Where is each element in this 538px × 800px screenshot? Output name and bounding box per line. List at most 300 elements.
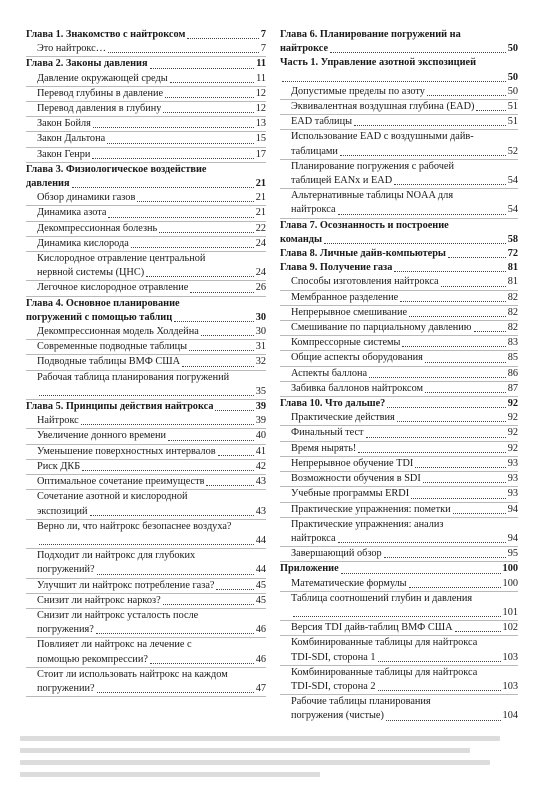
toc-chapter-entry [280,261,518,275]
toc-section-entry [280,382,518,397]
toc-page-number: 87 [507,382,518,394]
dot-leader [394,271,505,272]
toc-entry-title-line: команды [280,233,323,245]
toc-page-number: 30 [255,326,266,338]
toc-entry-title: Глава 10. Что дальше? [280,398,386,410]
toc-entry-row [26,505,266,519]
toc-entry-title: Смешивание по парциальному давлению [291,322,472,334]
dot-leader [206,485,253,486]
toc-section-entry [280,592,518,621]
toc-entry-title-line: Глава 3. Физиологическое воздействие [26,163,207,175]
toc-page-number: 22 [255,222,266,234]
toc-entry-title: Мембранное разделение [291,291,399,303]
toc-page-number: 103 [502,651,518,663]
toc-section-entry [26,609,266,638]
toc-entry-title: Возможности обучения в SDI [291,473,421,485]
toc-page-number: 95 [507,548,518,560]
toc-entry-row [280,275,518,289]
dot-leader [170,82,254,83]
toc-page-number: 7 [260,43,266,55]
toc-entry-row [280,42,518,56]
dot-leader [82,470,254,471]
dot-leader [402,346,505,347]
toc-entry-title-line: погружения (чистые) [291,710,384,722]
toc-entry-title-line: найтрокса [291,204,336,216]
toc-entry-title-line: Стоит ли использовать найтрокс на каждом [37,668,228,680]
toc-page-number: 83 [507,337,518,349]
toc-entry-row [26,148,266,162]
toc-entry-title-line: Глава 7. Осознанность и построение [280,219,449,231]
toc-page-number: 41 [255,445,266,457]
toc-entry-title-line: Планирование погружения с рабочей [291,160,454,172]
toc-page-number: 31 [255,341,266,353]
toc-entry-row [26,132,266,146]
toc-page-number: 52 [507,145,518,157]
toc-page-number: 103 [502,680,518,692]
toc-entry-title: Перевод глубины в давление [37,87,164,99]
toc-section-entry [280,472,518,487]
toc-page-number: 50 [507,43,518,55]
toc-entry-row [280,115,518,129]
toc-entry-title: Легочное кислородное отравление [37,282,189,294]
toc-entry-title: Глава 2. Законы давления [26,58,148,70]
dot-leader [282,81,506,82]
dot-leader [358,452,505,453]
toc-entry-row [280,351,518,365]
toc-page-number: 17 [255,148,266,160]
dot-leader [354,125,506,126]
toc-section-entry [26,371,266,400]
toc-entry-title: Снизит ли найтрокс наркоз? [37,594,161,606]
toc-entry-row [26,414,266,428]
toc-entry-title-line: помощью рекомпрессии? [37,653,148,665]
toc-section-entry [26,222,266,237]
toc-page-number: 42 [255,460,266,472]
toc-entry-title: Глава 5. Принципы действия найтрокса [26,401,214,413]
toc-section-entry [26,668,266,697]
toc-page-number: 50 [507,85,518,97]
toc-page-number: 43 [255,505,266,517]
toc-entry-row [26,191,266,205]
dot-leader [81,424,254,425]
toc-entry-title: Глава 1. Знакомство с найтроксом [26,29,186,40]
toc-entry-title-line: Глава 6. Планирование погружений на [280,29,461,40]
dot-leader [97,692,254,693]
dot-leader [218,455,254,456]
toc-page-number: 32 [255,356,266,368]
toc-page-number: 24 [255,237,266,249]
toc-section-entry [26,281,266,296]
toc-entry-title-line: таблицей EANx и EAD [291,175,393,187]
toc-entry-row [280,562,518,576]
toc-page-number: 35 [255,385,266,397]
toc-page-number: 45 [255,594,266,606]
toc-page-number: 46 [255,653,266,665]
toc-entry-row [26,563,266,577]
toc-entry-row [280,367,518,381]
toc-page-number: 85 [507,352,518,364]
dot-leader [163,112,253,113]
dot-leader [441,286,506,287]
toc-section-entry [26,520,266,549]
toc-entry-row [280,503,518,517]
toc-section-entry [280,130,518,159]
toc-entry-title-line: погружении? [37,682,95,694]
toc-section-entry [26,549,266,578]
dot-leader [174,321,254,322]
toc-section-entry [26,475,266,490]
toc-entry-row [26,28,266,42]
toc-chapter-entry [280,247,518,261]
toc-chapter-entry [280,397,518,411]
toc-page-number: 11 [256,72,266,84]
toc-section-entry [280,442,518,457]
toc-chapter-entry [26,28,266,42]
toc-entry-row [280,71,518,85]
toc-entry-title-line: Кислородное отравление центральной [37,253,206,265]
dot-leader [165,97,254,98]
toc-entry-title: Допустимые пределы по азоту [291,85,425,97]
dot-leader [340,155,506,156]
toc-entry-title-line: Рабочие таблицы планирования [291,696,431,708]
toc-page-number: 7 [260,29,266,40]
dot-leader [425,392,506,393]
dot-leader [324,243,506,244]
toc-entry-title: Декомпрессионная модель Холдейна [37,326,199,338]
toc-entry-title-line: Комбинированные таблицы для найтрокса [291,666,478,678]
dot-leader [409,587,501,588]
toc-section-entry [280,367,518,382]
toc-entry-title: Непрерывное смешивание [291,306,408,318]
dot-leader [427,95,506,96]
toc-entry-title-line: Верно ли, что найтрокс безопаснее воздуха? [37,520,232,532]
dot-leader [187,38,258,39]
toc-entry-title: Непрерывное обучение TDI [291,457,414,469]
toc-section-entry [26,490,266,519]
dot-leader [415,467,505,468]
toc-section-entry [280,547,518,562]
toc-entry-title-line: погружения? [37,624,94,636]
toc-page-number: 86 [507,367,518,379]
toc-entry-row [26,355,266,369]
toc-entry-row [280,577,518,591]
toc-section-entry [26,594,266,609]
toc-entry-row [280,85,518,99]
toc-entry-row [26,400,266,414]
toc-page-number: 40 [255,430,266,442]
toc-entry-title-line: Сочетание азотной и кислородной [37,491,188,503]
toc-entry-title: Глава 9. Получение газа [280,262,393,274]
toc-section-entry [26,72,266,87]
toc-entry-row [280,291,518,305]
toc-entry-title: Аспекты баллона [291,367,368,379]
dot-leader [146,276,254,277]
toc-section-entry [26,132,266,147]
toc-entry-row [26,385,266,399]
toc-page-number: 21 [255,207,266,219]
toc-entry-row [26,460,266,474]
toc-page-number: 72 [507,248,518,260]
toc-entry-title: Закон Дальтона [37,133,106,145]
toc-page-number: 93 [507,457,518,469]
toc-section-entry [280,336,518,351]
toc-page-number: 58 [507,233,518,245]
toc-entry-title: Учебные программы ERDI [291,488,410,500]
toc-section-entry [26,325,266,340]
toc-entry-title: Часть 1. Управление азотной экспозицией [280,57,477,69]
dot-leader [182,366,254,367]
toc-chapter-entry [26,57,266,71]
toc-chapter-entry [280,562,518,576]
dot-leader [474,331,506,332]
toc-section-entry [280,351,518,366]
toc-page-number: 102 [502,622,518,634]
toc-page-number: 50 [507,71,518,83]
dot-leader [455,631,501,632]
toc-section-entry [26,429,266,444]
toc-entry-title-line: найтроксе [280,43,329,55]
dot-leader [108,217,253,218]
toc-entry-title: Завершающий обзор [291,548,382,560]
toc-entry-title: Эквивалентная воздушная глубина (EAD) [291,101,475,113]
toc-page-number: 101 [502,606,518,618]
dot-leader [378,690,501,691]
toc-section-entry [280,487,518,502]
toc-entry-row [26,340,266,354]
toc-page-number: 93 [507,473,518,485]
toc-entry-row [26,117,266,131]
toc-entry-row [26,222,266,236]
toc-entry-title: Увеличение донного времени [37,430,166,442]
toc-entry-title: EAD таблицы [291,116,352,128]
toc-chapter-entry [280,56,518,70]
toc-page-number: 92 [507,412,518,424]
toc-section-entry [280,636,518,665]
toc-entry-title: Динамика кислорода [37,237,129,249]
toc-entry-title: Динамика азота [37,207,107,219]
toc-section-entry [26,191,266,206]
toc-entry-title: Найтрокс [37,415,79,427]
toc-entry-row [280,442,518,456]
dot-leader [330,52,506,53]
toc-entry-title: Уменьшение поверхностных интервалов [37,445,216,457]
toc-entry-row [26,623,266,637]
toc-entry-title-line: Использование EAD с воздушными дайв- [291,131,474,143]
toc-page-number: 51 [507,116,518,128]
toc-page-number: 100 [502,577,518,589]
toc-section-entry [280,115,518,130]
toc-entry-row [280,233,518,247]
toc-page-number: 47 [255,682,266,694]
toc-page-number: 92 [507,427,518,439]
dot-leader [341,573,501,574]
toc-entry-title: Версия TDI дайв-таблиц ВМФ США [291,622,453,634]
toc-page-number: 45 [255,579,266,591]
toc-entry-title-line: погружений с помощью таблиц [26,311,173,323]
toc-chapter-entry [26,400,266,414]
toc-entry-title: Закон Бойля [37,118,91,130]
dot-leader [72,187,254,188]
toc-chapter-entry [26,297,266,325]
toc-entry-title: Практические действия [291,412,395,424]
toc-entry-title-line: нервной системы (ЦНС) [37,267,145,279]
toc-section-entry [280,160,518,189]
dot-leader [366,437,506,438]
toc-entry-title-line: экспозиций [37,505,88,517]
dot-leader [39,395,254,396]
toc-page-number: 39 [255,415,266,427]
toc-entry-title: Способы изготовления найтрокса [291,276,439,288]
toc-entry-title-line: Рабочая таблица планирования погружений [37,371,230,383]
toc-section-entry [280,306,518,321]
toc-entry-row [280,321,518,335]
toc-entry-row [26,281,266,295]
toc-section-entry [26,87,266,102]
toc-entry-row [280,174,518,188]
dot-leader [425,362,506,363]
toc-section-entry [280,411,518,426]
toc-section-entry [26,102,266,117]
toc-entry-row [26,325,266,339]
toc-entry-title-line: найтрокса [291,532,336,544]
toc-entry-row [26,42,266,56]
toc-entry-title: Компрессорные системы [291,337,401,349]
dot-leader [386,720,501,721]
dot-leader [189,350,254,351]
toc-entry-row [26,311,266,325]
toc-entry-row [280,680,518,694]
toc-left-column [26,28,266,697]
dot-leader [168,440,254,441]
toc-entry-row [280,100,518,114]
toc-page-number: 92 [507,398,518,410]
toc-section-entry [26,42,266,57]
toc-entry-title: Обзор динамики газов [37,192,136,204]
footer-faded-text [20,736,520,784]
toc-entry-row [26,177,266,191]
toc-entry-row [26,594,266,608]
toc-entry-row [280,247,518,261]
toc-entry-row [280,426,518,440]
toc-entry-title-line: TDI-SDI, сторона 2 [291,680,376,692]
toc-page-number: 54 [507,175,518,187]
dot-leader [387,407,505,408]
toc-entry-title: Декомпрессионная болезнь [37,222,158,234]
toc-entry-title: Глава 8. Личные дайв-компьютеры [280,248,446,260]
toc-chapter-entry [280,219,518,247]
toc-entry-title: Улучшит ли найтрокс потребление газа? [37,579,215,591]
toc-page-number: 92 [507,442,518,454]
dot-leader [97,574,254,575]
toc-entry-row [26,57,266,71]
toc-entry-title: Время нырять! [291,442,357,454]
toc-entry-title: Риск ДКБ [37,460,81,472]
toc-section-entry [26,117,266,132]
toc-section-entry [26,579,266,594]
toc-entry-row [26,653,266,667]
dot-leader [137,201,253,202]
toc-page-number: 24 [255,267,266,279]
toc-page-number: 94 [507,532,518,544]
toc-section-entry [26,414,266,429]
toc-page-number: 54 [507,204,518,216]
toc-entry-row [26,445,266,459]
toc-section-entry [26,445,266,460]
toc-entry-row [280,306,518,320]
toc-page-number: 93 [507,488,518,500]
toc-page-number: 13 [255,118,266,130]
dot-leader [92,158,253,159]
toc-page-number: 21 [255,192,266,204]
toc-entry-row [280,397,518,411]
toc-entry-row [280,487,518,501]
dot-leader [397,421,506,422]
toc-entry-title: Общие аспекты оборудования [291,352,423,364]
toc-page-number: 11 [256,58,266,70]
toc-entry-row [280,532,518,546]
toc-page-number: 82 [507,322,518,334]
toc-entry-row [26,579,266,593]
toc-page-number: 12 [255,87,266,99]
toc-page-number: 82 [507,306,518,318]
toc-entry-row [26,534,266,548]
dot-leader [338,214,506,215]
toc-entry-title: Это найтрокс… [37,43,107,55]
toc-entry-title: Оптимальное сочетание преимуществ [37,476,205,488]
toc-entry-title-line: Снизит ли найтрокс усталость после [37,609,199,621]
toc-entry-title-line: погружений? [37,564,95,576]
toc-page-number: 104 [502,710,518,722]
toc-entry-title: Перевод давления в глубину [37,103,162,115]
toc-section-entry [280,100,518,115]
toc-entry-title: Практические упражнения: пометки [291,503,451,515]
toc-section-entry [26,206,266,221]
toc-section-entry [280,457,518,472]
toc-section-entry [26,340,266,355]
dot-leader [190,292,253,293]
toc-section-entry [280,189,518,218]
toc-entry-title-line: Повлияет ли найтрокс на лечение с [37,639,192,651]
toc-entry-title: Математические формулы [291,577,407,589]
toc-section-entry [280,518,518,547]
toc-entry-row [26,102,266,116]
toc-section-entry [280,621,518,636]
toc-page-number: 43 [255,476,266,488]
toc-right-column [280,28,518,725]
toc-entry-row [26,682,266,696]
toc-section-entry [26,460,266,475]
dot-leader [378,661,501,662]
dot-leader [453,513,506,514]
toc-section-entry [280,275,518,290]
dot-leader [409,316,506,317]
toc-entry-row [280,336,518,350]
toc-entry-row [26,475,266,489]
dot-leader [338,542,506,543]
dot-leader [448,257,506,258]
toc-page-number: 21 [255,178,266,190]
toc-entry-title: Приложение [280,563,339,575]
toc-entry-title-line: Таблица соотношений глубин и давления [291,592,473,604]
toc-entry-row [280,411,518,425]
toc-entry-title: Финальный тест [291,427,364,439]
dot-leader [159,232,253,233]
toc-section-entry [280,503,518,518]
dot-leader [201,335,254,336]
toc-entry-row [280,261,518,275]
dot-leader [150,68,255,69]
dot-leader [131,247,254,248]
